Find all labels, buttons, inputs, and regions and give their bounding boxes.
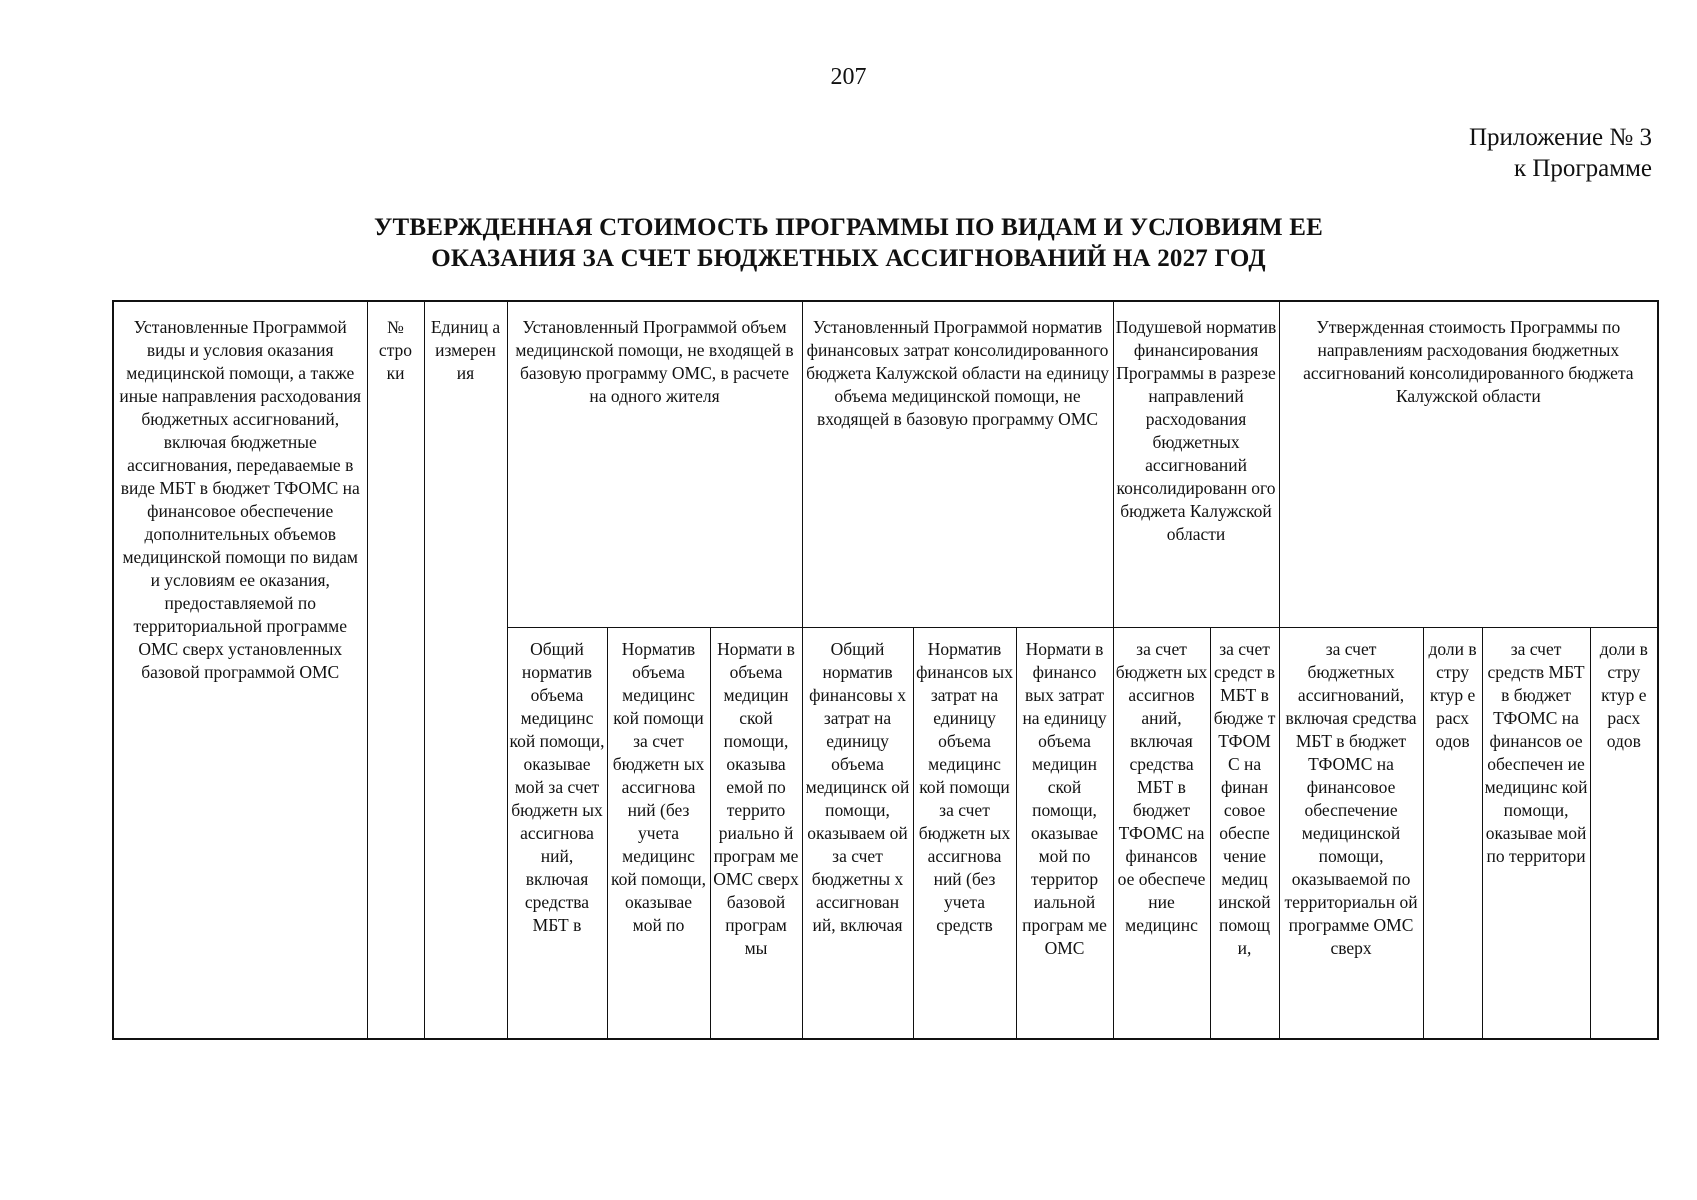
- subheader-share-budget: доли в стру ктур е расх одов: [1423, 628, 1482, 1040]
- header-approved-cost-text: Утвержденная стоимость Программы по направлениям расходования бюджетных ассигнований консолидированного бюджета Калужской области: [1303, 317, 1634, 406]
- header-approved-cost: [1279, 301, 1658, 628]
- appendix-line-1: Приложение № 3: [1468, 124, 1652, 151]
- header-service-types: [113, 301, 367, 1039]
- document-title: [0, 212, 1697, 274]
- subheader-approved-mbt: за счет средств МБТ в бюджет ТФОМС на финансов ое обеспечен ие медицинс кой помощи, оказывае мой по территори: [1482, 628, 1590, 1040]
- header-per-capita: [1113, 301, 1279, 628]
- subheader-total-cost-norm: Общий норматив финансовы х затрат на единицу объема медицинск ой помощи, оказываем ой за счет бюджетны х ассигнован ий, включая: [802, 628, 913, 1040]
- header-care-volume: [507, 301, 802, 628]
- subheader-total-volume-norm: Общий норматив объема медицинс кой помощи, оказывае мой за счет бюджетн ых ассигнова ний, включая средства МБТ в: [507, 628, 607, 1040]
- header-unit-text: Единиц а измерен ия: [430, 317, 501, 383]
- header-cost-norm-text: Установленный Программой норматив финансовых затрат консолидированного бюджета Калужской области на единицу объема медицинской помощи, не входящей в базовую программу ОМС: [806, 317, 1109, 429]
- subheader-budget-volume-norm: Норматив объема медицинс кой помощи за счет бюджетн ых ассигнова ний (без учета медицинс кой помощи, оказывае мой по: [607, 628, 710, 1040]
- header-care-volume-text: Установленный Программой объем медицинской помощи, не входящей в базовую программу ОМС, в расчете на одного жителя: [515, 317, 794, 406]
- header-row-number: [367, 301, 424, 1039]
- document-title-line-1: УТВЕРЖДЕННАЯ СТОИМОСТЬ ПРОГРАММЫ ПО ВИДАМ И УСЛОВИЯМ ЕЕ: [373, 214, 1324, 241]
- page-number: 207: [830, 64, 867, 90]
- header-unit: [424, 301, 507, 1039]
- subheader-per-capita-budget: за счет бюджетн ых ассигнов аний, включая средства МБТ в бюджет ТФОМС на финансов ое обеспече ние медицинс: [1113, 628, 1210, 1040]
- header-service-types-text: Установленные Программой виды и условия оказания медицинской помощи, а также иные направления расходования бюджетных ассигнований, включая бюджетные ассигнования, передаваемые в виде МБТ в бюджет ТФОМС на финансовое обеспечение дополнительных объемов медицинской помощи по видам и условиям ее оказания, предоставляемой по территориальной программе ОМС сверх установленных базовой программой ОМС: [119, 317, 362, 682]
- appendix-reference: [1469, 122, 1652, 184]
- subheader-per-capita-mbt: за счет средст в МБТ в бюдже т ТФОМ С на финан совое обеспе чение медиц инской помощ и,: [1210, 628, 1279, 1040]
- header-row-number-text: № стро ки: [378, 317, 413, 383]
- appendix-line-2: к Программе: [1513, 155, 1652, 182]
- subheader-approved-budget: за счет бюджетных ассигнований, включая средства МБТ в бюджет ТФОМС на финансовое обеспечение медицинской помощи, оказываемой по территориальн ой программе ОМС сверх: [1279, 628, 1423, 1040]
- cost-table: [112, 300, 1659, 1040]
- header-cost-norm: [802, 301, 1113, 628]
- subheader-oms-volume-norm: Нормати в объема медицин ской помощи, оказыва емой по террито риально й програм ме ОМС сверх базовой програм мы: [710, 628, 802, 1040]
- subheader-share-mbt: доли в стру ктур е расх одов: [1590, 628, 1658, 1040]
- subheader-budget-cost-norm: Норматив финансов ых затрат на единицу объема медицинс кой помощи за счет бюджетн ых ассигнова ний (без учета средств: [913, 628, 1016, 1040]
- subheader-oms-cost-norm: Нормати в финансо вых затрат на единицу объема медицин ской помощи, оказывае мой по территор иальной програм ме ОМС: [1016, 628, 1113, 1040]
- document-title-line-2: ОКАЗАНИЯ ЗА СЧЕТ БЮДЖЕТНЫХ АССИГНОВАНИЙ НА 2027 ГОД: [431, 245, 1266, 272]
- header-per-capita-text: Подушевой норматив финансирования Программы в разрезе направлений расходования бюджетных ассигнований консолидированн ого бюджета Калужской области: [1115, 317, 1277, 544]
